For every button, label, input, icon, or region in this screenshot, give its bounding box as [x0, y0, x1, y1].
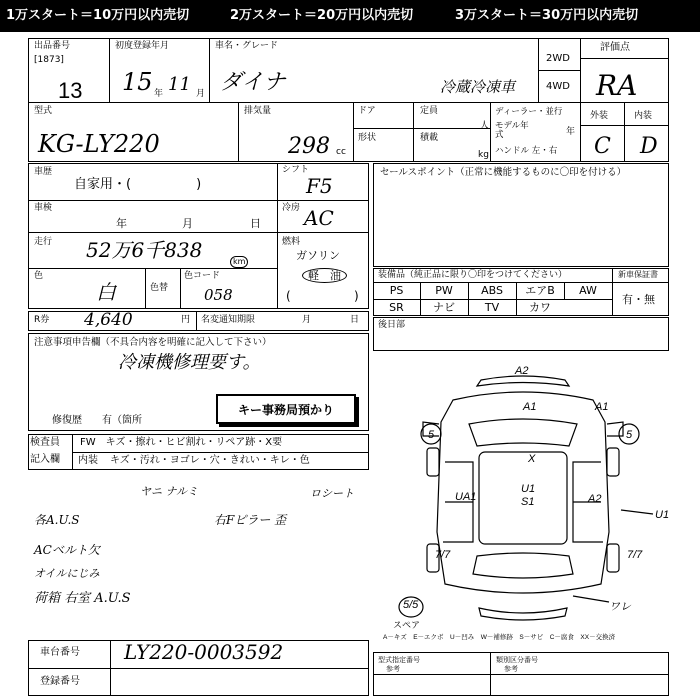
- inspection-month: 月: [182, 217, 193, 230]
- class-reference: 参考: [504, 665, 518, 673]
- name-label: 車名・グレード: [215, 41, 279, 51]
- banner-item-1: 1万スタート＝10万円以内売切: [6, 8, 190, 23]
- type-designation-reference: 参考: [386, 665, 400, 673]
- shift-label: シフト: [282, 165, 310, 175]
- header-banner: [0, 0, 700, 32]
- color-label: 色: [34, 271, 44, 281]
- capacity-label: 定員: [420, 106, 439, 116]
- car-diagram: [373, 352, 669, 644]
- equipment-item: カワ: [529, 301, 551, 314]
- equipment-item: PS: [389, 284, 404, 297]
- damage-mark: 7/7: [627, 549, 643, 561]
- rating-label: 評価点: [600, 42, 630, 53]
- damage-mark: 5: [626, 429, 633, 441]
- equipment-item: ABS: [481, 284, 503, 297]
- dealer-label: ディーラー・並行: [495, 107, 563, 117]
- fw-line: FW キズ・擦れ・ヒビ割れ・リペア跡・X要: [80, 437, 283, 448]
- rating-value: RA: [596, 69, 638, 102]
- interior-line: キズ・汚れ・ヨゴレ・穴・きれい・キレ・色: [110, 455, 310, 466]
- damage-mark: X: [528, 453, 536, 465]
- damage-mark: A2: [588, 493, 602, 505]
- lot-label: 出品番号: [34, 41, 71, 51]
- damage-mark: A2: [515, 365, 529, 377]
- equipment-item: PW: [435, 284, 453, 297]
- interior-value: D: [640, 134, 658, 159]
- first-reg-label: 初度登録年月: [115, 41, 170, 51]
- drive-2wd: 2WD: [546, 53, 570, 64]
- fuel-label: 燃料: [282, 237, 301, 247]
- lot-sub: [1873]: [34, 55, 64, 65]
- recycle-value: 4,640: [84, 310, 133, 330]
- displacement-label: 排気量: [244, 106, 272, 116]
- chassis-label: 車台番号: [40, 647, 80, 658]
- car-name: ダイナ: [220, 70, 286, 95]
- sales-frame: [373, 163, 669, 267]
- lot-number: 13: [58, 78, 83, 103]
- drive-4wd: 4WD: [546, 81, 570, 92]
- equipment-item: エアB: [525, 284, 555, 297]
- persons-unit: 人: [480, 121, 490, 131]
- fuel-light: 軽 油: [302, 268, 347, 283]
- notice-day: 日: [350, 315, 360, 325]
- key-notice: キー事務局預かり: [216, 394, 356, 424]
- equipment-item: ナビ: [433, 301, 455, 314]
- model-label: 型式: [34, 106, 53, 116]
- inspector-label: 検査員: [30, 437, 60, 448]
- damage-mark: S1: [521, 496, 535, 508]
- banner-item-2: 2万スタート＝20万円以内売切: [230, 8, 414, 23]
- diagram-marks: [403, 365, 669, 613]
- recycle-frame: [28, 311, 369, 331]
- shape-label: 形状: [358, 133, 377, 143]
- inspector-note: 荷箱 右室 A.U.S: [34, 591, 131, 606]
- inspector-note: ACベルト欠: [34, 543, 100, 557]
- kg-unit: kg: [478, 150, 489, 160]
- color-value: 白: [96, 280, 116, 304]
- displacement-value: 298: [288, 134, 330, 159]
- type-designation-label: 型式指定番号: [378, 656, 420, 664]
- equipment-label: 装備品（純正品に限り〇印をつけてください）: [378, 270, 568, 280]
- model-value: KG-LY220: [38, 130, 160, 158]
- first-reg-month: 11: [168, 74, 191, 95]
- damage-mark: 5: [428, 429, 435, 441]
- notice-label: 名変通知期限: [201, 315, 256, 325]
- exterior-label: 外装: [590, 111, 609, 121]
- month-mark: 月: [196, 89, 206, 99]
- damage-mark: 7/7: [435, 549, 451, 561]
- km-unit: km: [230, 256, 248, 268]
- warranty-value: 有・無: [622, 293, 655, 306]
- grade: 冷蔵冷凍車: [440, 78, 516, 96]
- interior-tag: 内装: [78, 455, 98, 466]
- history-label: 車歴: [34, 167, 53, 177]
- exterior-value: C: [594, 134, 611, 159]
- inspector-note: 右Fピラー 歪: [214, 513, 287, 527]
- mileage-label: 走行: [34, 237, 53, 247]
- fuel-value: ガソリン: [296, 249, 340, 262]
- diagram-legend: A－キズ E－エクボ U－凹み W－補修跡 S－サビ C－腐食 XX－交換済: [383, 634, 616, 641]
- model-year-mark: 年: [566, 127, 576, 137]
- history-value: 自家用・( ): [74, 177, 202, 192]
- shift-value: F5: [306, 174, 333, 198]
- inspection-year: 年: [116, 217, 127, 230]
- handle-label: ハンドル 左・右: [495, 146, 558, 156]
- entry-label: 記入欄: [30, 454, 60, 465]
- damage-mark: U1: [655, 509, 669, 521]
- color-code-label: 色コード: [184, 271, 221, 281]
- banner-item-3: 3万スタート＝30万円以内売切: [455, 8, 639, 23]
- chassis-value: LY220-0003592: [124, 640, 284, 664]
- equipment-item: SR: [389, 301, 404, 314]
- rear-label: 後日部: [378, 320, 406, 330]
- damage-mark: 5/5: [403, 599, 419, 611]
- recycle-yen: 円: [181, 315, 191, 325]
- inspection-day: 日: [250, 217, 261, 230]
- damage-mark: A1: [595, 401, 609, 413]
- color-change-label: 色替: [150, 283, 169, 293]
- inspection-label: 車検: [34, 203, 53, 213]
- ac-label: 冷房: [282, 203, 301, 213]
- inspector-note: 各A.U.S: [34, 513, 80, 527]
- damage-mark: ワレ: [609, 601, 631, 613]
- interior-label: 内装: [634, 111, 653, 121]
- sales-label: セールスポイント（正常に機能するものに〇印を付ける）: [380, 167, 627, 178]
- warranty-label: 新車保証書: [618, 270, 658, 279]
- rear-frame: [373, 317, 669, 351]
- inspector-note: ロシート: [310, 487, 354, 500]
- model-year-label: モデル年式: [495, 121, 529, 140]
- inspector-note: ヤニ ナルミ: [140, 485, 198, 498]
- first-reg-year: 15: [122, 68, 153, 96]
- damage-mark: UA1: [455, 491, 477, 503]
- door-label: ドア: [358, 106, 376, 116]
- recycle-label: R券: [34, 315, 50, 325]
- equipment-item: TV: [484, 301, 500, 314]
- load-label: 積載: [420, 133, 439, 143]
- spare-label: スペア: [393, 620, 421, 630]
- notes-text: 冷凍機修理要す。: [118, 352, 261, 373]
- damage-mark: A1: [523, 401, 537, 413]
- mileage-value: 52万6千838: [86, 238, 203, 262]
- repair-label: 修復歴 有（箇所: [52, 415, 142, 426]
- notice-month: 月: [302, 315, 312, 325]
- damage-mark: U1: [521, 483, 536, 495]
- notes-label: 注意事項申告欄（不具合内容を明確に記入して下さい）: [34, 337, 272, 348]
- equipment-item: AW: [579, 284, 597, 297]
- reg-label: 登録番号: [40, 676, 80, 687]
- ac-value: AC: [304, 206, 334, 230]
- inspector-note: オイルにじみ: [34, 567, 100, 580]
- cc-unit: cc: [336, 147, 346, 157]
- year-mark: 年: [154, 89, 164, 99]
- class-label: 類別区分番号: [496, 656, 538, 664]
- color-code-value: 058: [204, 286, 233, 304]
